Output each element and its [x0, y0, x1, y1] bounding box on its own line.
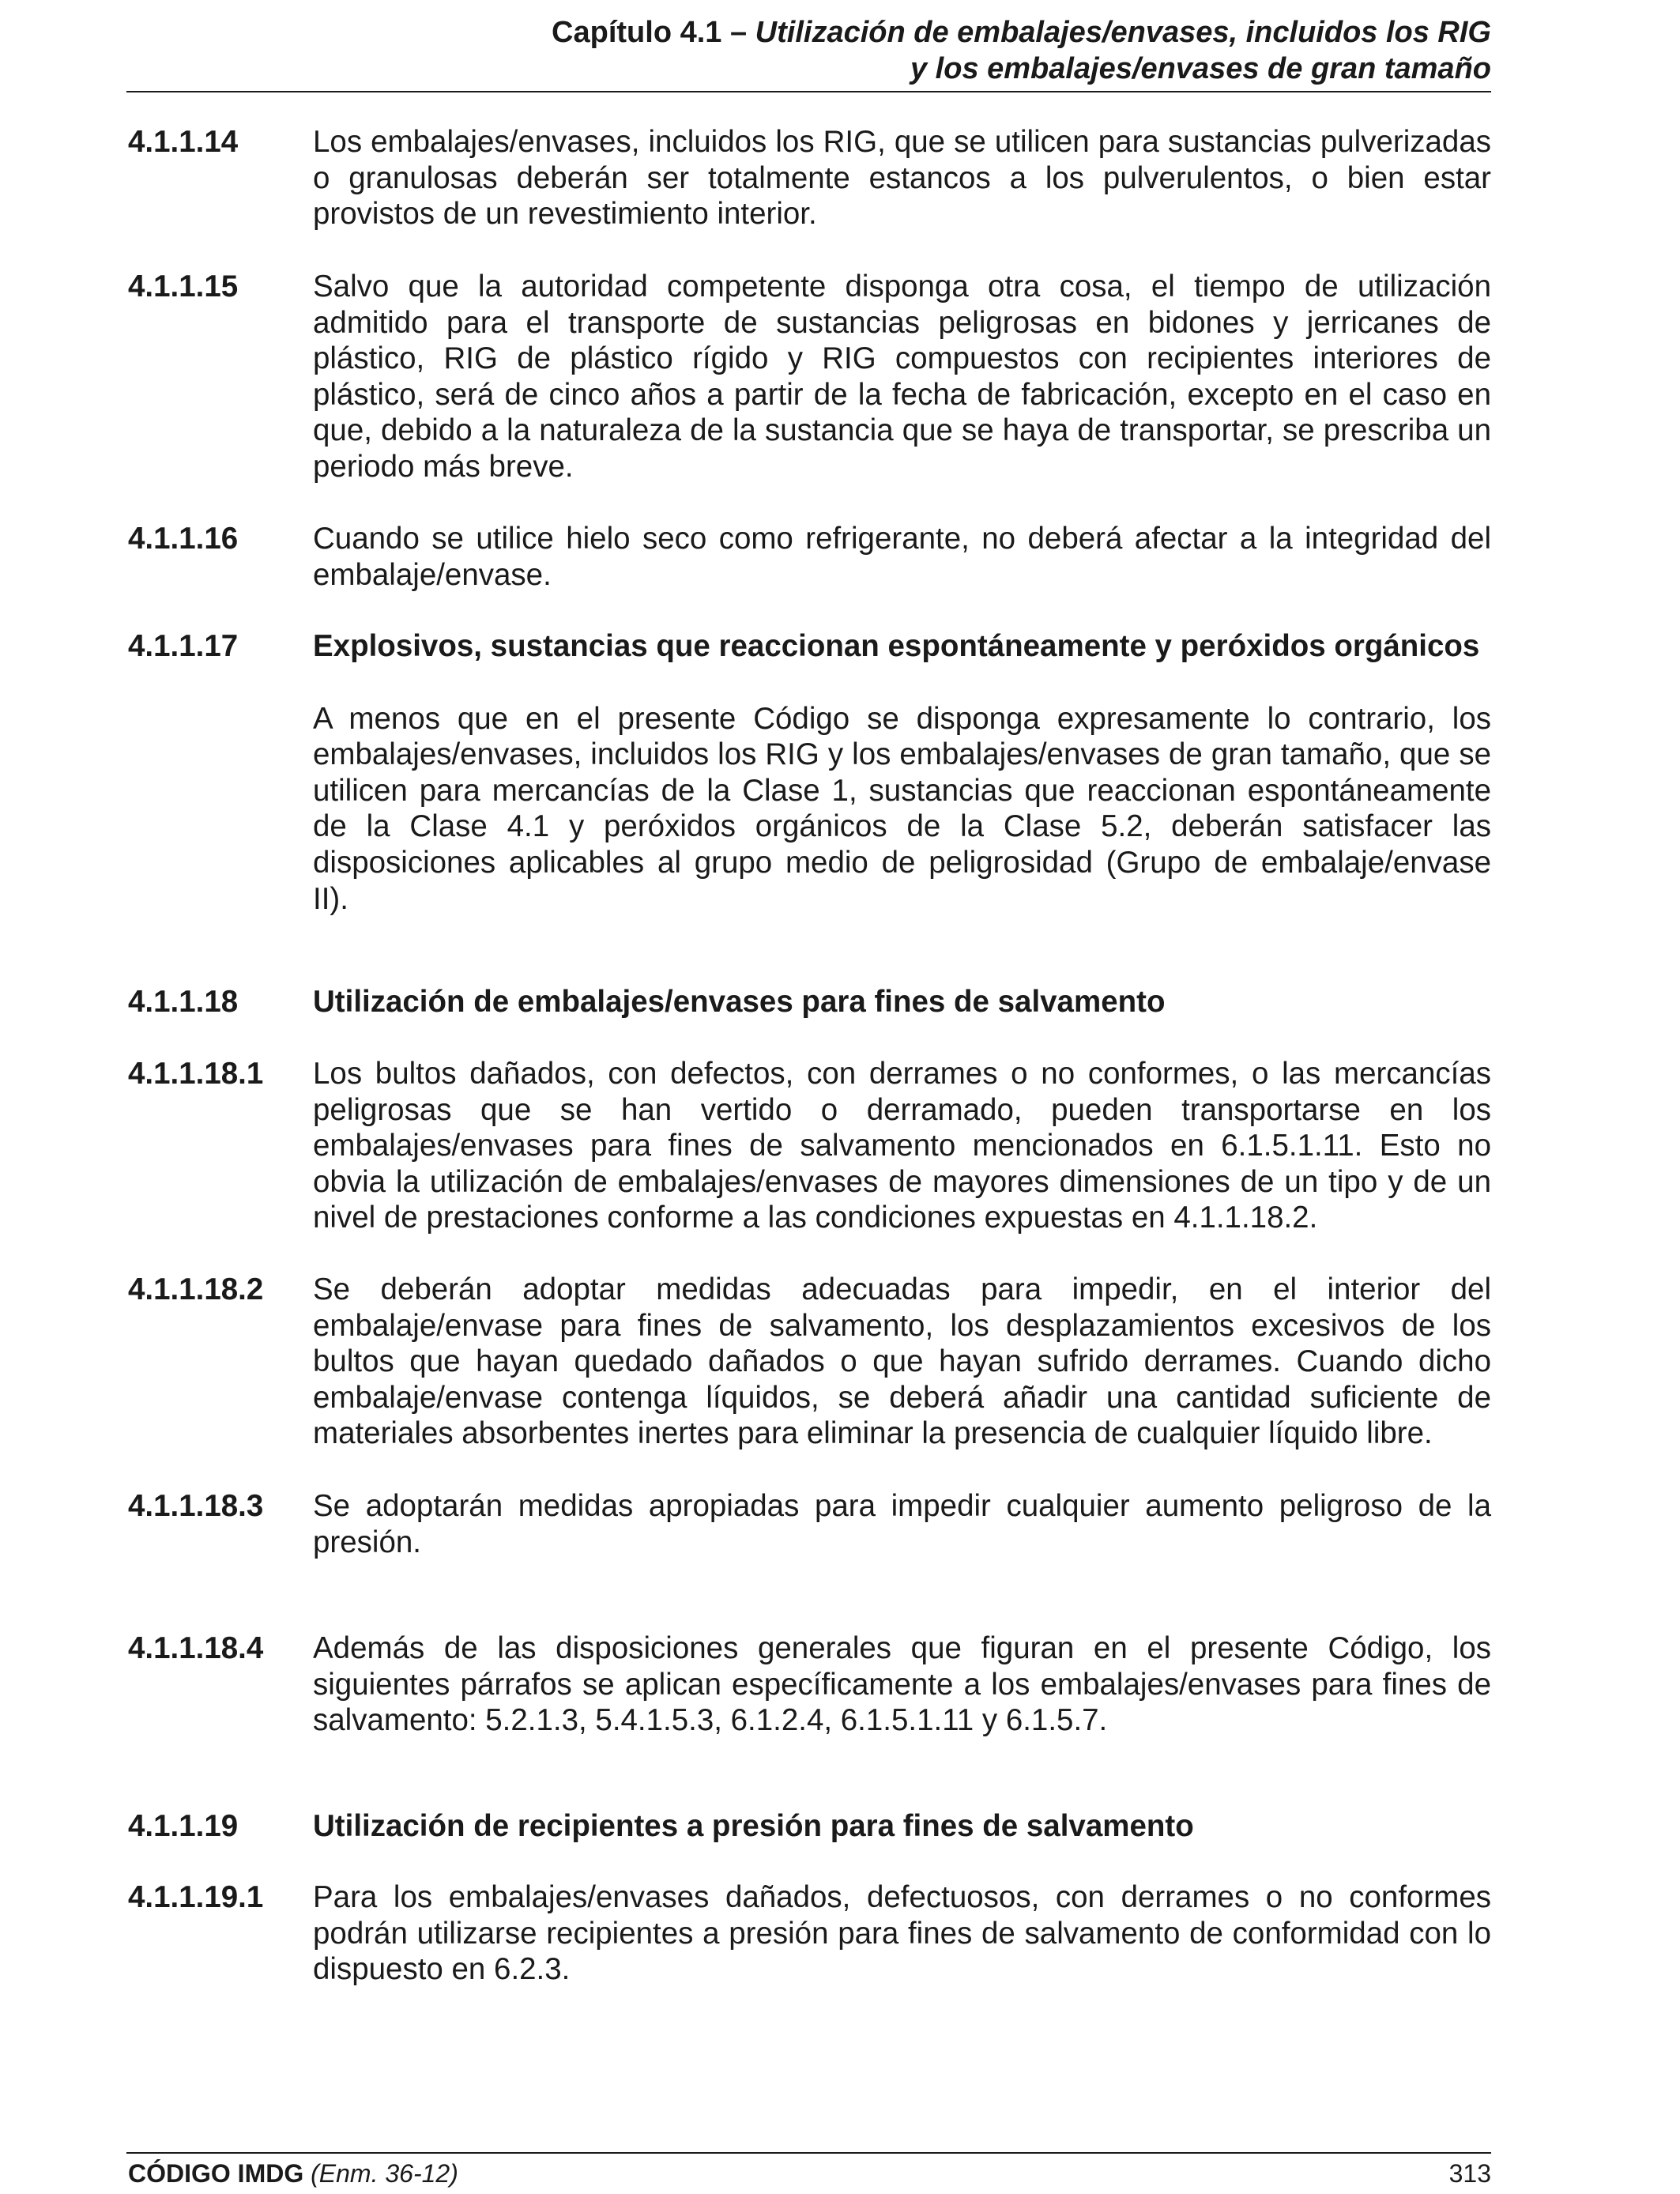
- section-heading: Explosivos, sustancias que reaccionan espontáneamente y peróxidos orgánicos: [313, 629, 1480, 663]
- section-4-1-1-18-3: [128, 1488, 1491, 1560]
- section-number: 4.1.1.18: [128, 985, 239, 1019]
- page-footer: [128, 2158, 1491, 2188]
- section-text: Los embalajes/envases, incluidos los RIG, que se utilicen para sustancias pulverizadas o granulosas deberán ser totalmente estancos a los pulverulentos, o bien estar provistos de un revestimiento interior.: [313, 125, 1491, 232]
- section-text: Se adoptarán medidas apropiadas para impedir cualquier aumento peligroso de la presión.: [313, 1489, 1491, 1559]
- section-number: 4.1.1.19: [128, 1809, 239, 1843]
- footer-amendment: (Enm. 36-12): [311, 2159, 458, 2188]
- chapter-title-line-2: y los embalajes/envases de gran tamaño: [910, 52, 1491, 85]
- section-text: Salvo que la autoridad competente disponga otra cosa, el tiempo de utilización admitido para el transporte de sustancias peligrosas en bidones y jerricanes de plástico, RIG de plástico rígido y RIG compuestos con recipientes interiores de plástico, será de cinco años a partir de la fecha de fabricación, excepto en el caso en que, debido a la naturaleza de la sustancia que se haya de transportar, se prescriba un periodo más breve.: [313, 270, 1491, 484]
- chapter-title-line-1: Utilización de embalajes/envases, incluidos los RIG: [755, 16, 1491, 49]
- section-text: Se deberán adoptar medidas adecuadas para impedir, en el interior del embalaje/envase para fines de salvamento, los desplazamientos excesivos de los bultos que hayan quedado dañados o que hayan sufrido derrames. Cuando dicho embalaje/envase contenga líquidos, se deberá añadir una cantidad suficiente de materiales absorbentes inertes para eliminar la presencia de cualquier líquido libre.: [313, 1272, 1491, 1451]
- section-number: 4.1.1.18.2: [128, 1272, 264, 1306]
- chapter-label: Capítulo 4.1 –: [552, 16, 755, 49]
- section-4-1-1-16: [128, 521, 1491, 593]
- section-4-1-1-17: [128, 628, 1491, 917]
- header-divider: [126, 91, 1491, 92]
- footer-code-name: CÓDIGO IMDG: [128, 2159, 304, 2188]
- section-4-1-1-19-1: [128, 1879, 1491, 1988]
- section-heading: Utilización de recipientes a presión para fines de salvamento: [313, 1809, 1194, 1843]
- section-number: 4.1.1.14: [128, 125, 239, 159]
- footer-code: [128, 2159, 458, 2188]
- section-4-1-1-18: [128, 984, 1491, 1020]
- footer-divider: [126, 2152, 1491, 2154]
- section-text: Además de las disposiciones generales que figuran en el presente Código, los siguientes párrafos se aplican específicamente a los embalajes/envases para fines de salvamento: 5.2.1.3, 5.4.1.5.3, 6.1.2.4, 6.1.5.1.11 y 6.1.5.7.: [313, 1631, 1491, 1738]
- section-text: Los bultos dañados, con defectos, con derrames o no conformes, o las mercancías peligrosas que se han vertido o derramado, pueden transportarse en los embalajes/envases para fines de salvamento mencionados en 6.1.5.1.11. Esto no obvia la utilización de embalajes/envases de mayores dimensiones de un tipo y de un nivel de prestaciones conforme a las condiciones expuestas en 4.1.1.18.2.: [313, 1057, 1491, 1235]
- section-number: 4.1.1.18.1: [128, 1057, 264, 1091]
- section-text: A menos que en el presente Código se disponga expresamente lo contrario, los embalajes/envases, incluidos los RIG y los embalajes/envases de gran tamaño, que se utilicen para mercancías de la Clase 1, sustancias que reaccionan espontáneamente de la Clase 4.1 y peróxidos orgánicos de la Clase 5.2, deberán satisfacer las disposiciones aplicables al grupo medio de peligrosidad (Grupo de embalaje/envase II).: [313, 701, 1491, 916]
- section-number: 4.1.1.17: [128, 629, 239, 663]
- section-heading: Utilización de embalajes/envases para fines de salvamento: [313, 985, 1166, 1019]
- section-4-1-1-18-2: [128, 1272, 1491, 1452]
- section-number: 4.1.1.15: [128, 270, 239, 303]
- section-number: 4.1.1.18.4: [128, 1631, 264, 1665]
- section-4-1-1-15: [128, 269, 1491, 485]
- section-number: 4.1.1.19.1: [128, 1880, 264, 1914]
- page-number: 313: [1448, 2159, 1491, 2188]
- section-4-1-1-19: [128, 1808, 1491, 1845]
- section-number: 4.1.1.18.3: [128, 1489, 264, 1523]
- section-4-1-1-18-1: [128, 1056, 1491, 1236]
- header-line-1: [126, 14, 1491, 51]
- page-header: [126, 14, 1491, 87]
- section-number: 4.1.1.16: [128, 522, 239, 556]
- section-text: Para los embalajes/envases dañados, defectuosos, con derrames o no conformes podrán utilizarse recipientes a presión para fines de salvamento de conformidad con lo dispuesto en 6.2.3.: [313, 1880, 1491, 1987]
- section-4-1-1-18-4: [128, 1630, 1491, 1739]
- section-text: Cuando se utilice hielo seco como refrigerante, no deberá afectar a la integridad del embalaje/envase.: [313, 522, 1491, 592]
- section-4-1-1-14: [128, 124, 1491, 232]
